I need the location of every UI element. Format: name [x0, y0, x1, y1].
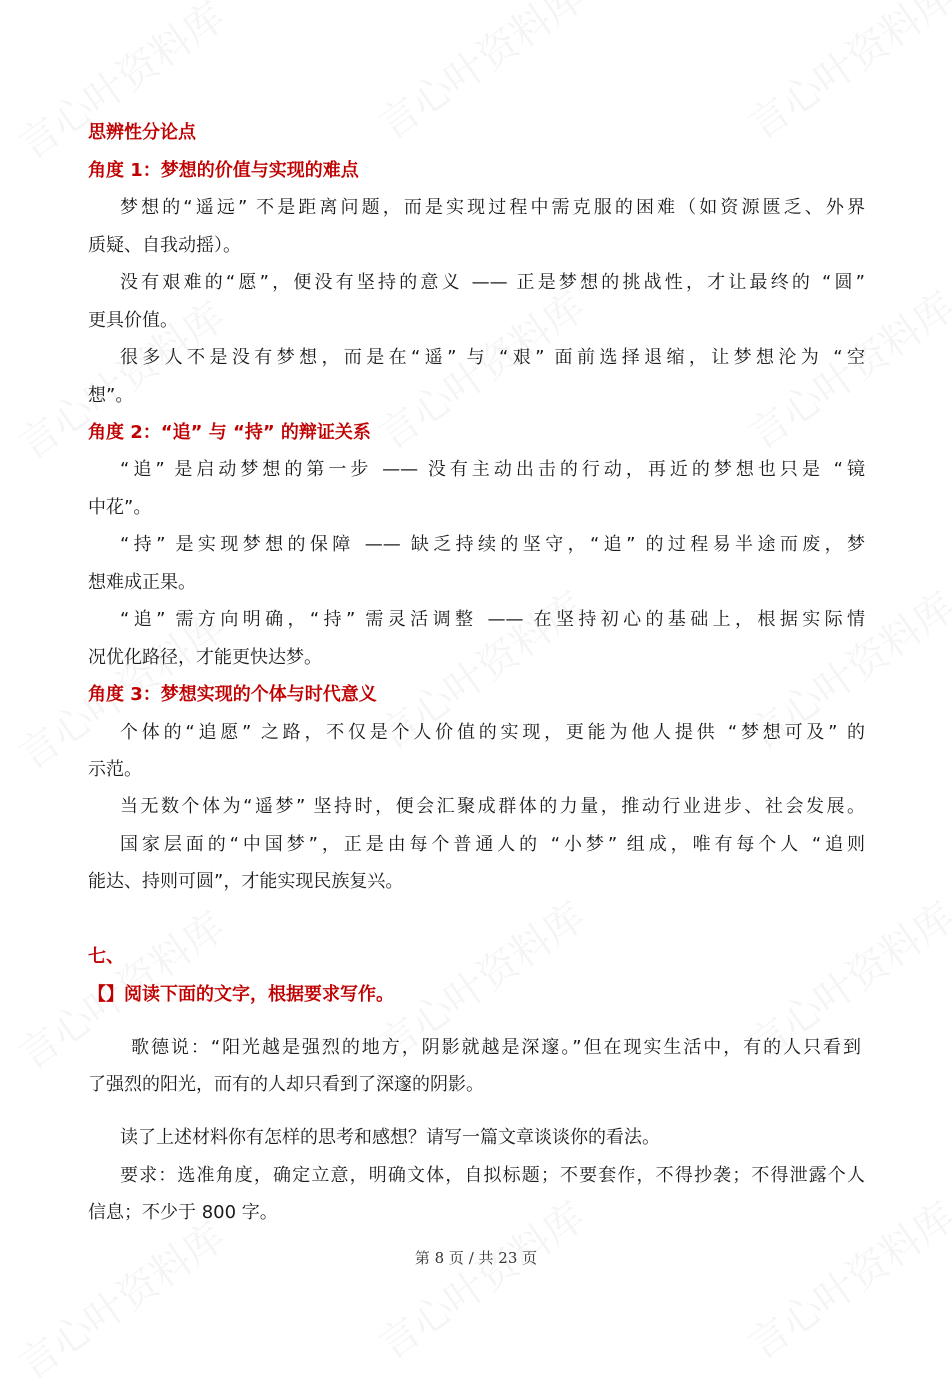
angle2-line: 况优化路径，才能更快达梦。 — [88, 647, 322, 668]
material-line: 歌德说：“阳光越是强烈的地方，阴影就越是深邃。”但在现实生活中，有的人只看到 — [131, 1037, 861, 1058]
angle1-line: 没有艰难的“愿”，便没有坚持的意义 —— 正是梦想的挑战性，才让最终的 “圆” — [120, 272, 865, 293]
page-footer: 第 8 页 / 共 23 页 — [414, 1249, 538, 1267]
angle2-line: 想难成正果。 — [88, 572, 196, 593]
angle1-line: 质疑、自我动摇）。 — [88, 235, 241, 256]
watermark — [5, 1206, 234, 1390]
material-line: 了强烈的阳光，而有的人却只看到了深邃的阴影。 — [88, 1074, 484, 1095]
angle2-line: “追” 是启动梦想的第一步 —— 没有主动出击的行动，再近的梦想也只是 “镜 — [120, 459, 865, 480]
watermark — [5, 0, 234, 171]
question-number: 七、 — [88, 946, 124, 967]
angle3-line: 示范。 — [88, 759, 142, 780]
requirements-line: 要求：选准角度，确定立意，明确文体，自拟标题；不要套作，不得抄袭；不得泄露个人 — [120, 1165, 865, 1186]
requirements-line: 信息；不少于 800 字。 — [88, 1202, 278, 1223]
section-title: 思辨性分论点 — [88, 122, 196, 143]
angle3-line: 能达、持则可圆”，才能实现民族复兴。 — [88, 871, 404, 892]
writing-prompt: 读了上述材料你有怎样的思考和感想？请写一篇文章谈谈你的看法。 — [120, 1127, 660, 1148]
angle1-line: 很多人不是没有梦想，而是在“遥” 与 “艰” 面前选择退缩，让梦想沦为 “空 — [120, 347, 865, 368]
angle1-line: 更具价值。 — [88, 310, 178, 331]
angle1-title: 角度 1：梦想的价值与实现的难点 — [88, 160, 359, 181]
angle2-line: “持” 是实现梦想的保障 —— 缺乏持续的坚守，“追” 的过程易半途而废，梦 — [120, 534, 865, 555]
angle1-line: 想”。 — [88, 385, 134, 406]
angle2-line: 中花”。 — [88, 497, 152, 518]
angle3-title: 角度 3：梦想实现的个体与时代意义 — [88, 684, 377, 705]
angle3-line: 个体的“追愿” 之路，不仅是个人价值的实现，更能为他人提供 “梦想可及” 的 — [120, 722, 865, 743]
angle3-line: 当无数个体为“遥梦” 坚持时，便会汇聚成群体的力量，推动行业进步、社会发展。 — [120, 796, 865, 817]
question-instruction: 【】阅读下面的文字，根据要求写作。 — [88, 984, 394, 1005]
angle3-line: 国家层面的“中国梦”，正是由每个普通人的 “小梦” 组成，唯有每个人 “追则 — [120, 834, 865, 855]
angle2-title: 角度 2：“追” 与 “持” 的辩证关系 — [88, 422, 371, 443]
angle1-line: 梦想的“遥远” 不是距离问题，而是实现过程中需克服的困难（如资源匮乏、外界 — [120, 197, 865, 218]
angle2-line: “追” 需方向明确，“持” 需灵活调整 —— 在坚持初心的基础上，根据实际情 — [120, 609, 865, 630]
